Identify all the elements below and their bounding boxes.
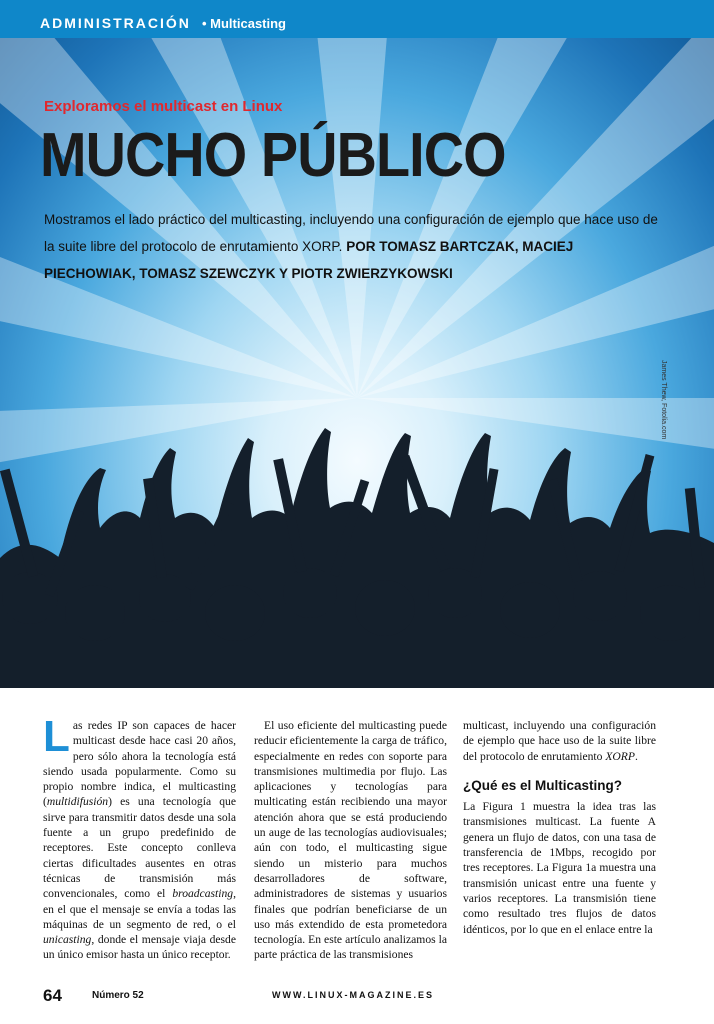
article-kicker: Exploramos el multicast en Linux bbox=[44, 98, 283, 115]
body-column-2 bbox=[254, 718, 447, 963]
text-run-italic: multidifusión bbox=[46, 795, 109, 809]
section-name: ADMINISTRACIÓN bbox=[40, 15, 191, 31]
issue-number: Número 52 bbox=[92, 990, 144, 1001]
body-column-1 bbox=[43, 712, 236, 963]
body-paragraph bbox=[43, 712, 236, 963]
text-run: , en el que el mensaje se envía a todas las máquinas de un segmento de red, o el bbox=[43, 887, 236, 931]
text-run: multicast, incluyendo una configuración de ejemplo que hace uso de la suite libre del protocolo de enrutamiento bbox=[463, 719, 656, 763]
drop-cap: L bbox=[43, 712, 70, 761]
body-paragraph: La Figura 1 muestra la idea tras las transmisiones multicast. La fuente A genera un flujo de datos, con una tasa de transferencia de 1Mbps, recogido por tres receptores. La Figura 1a muestra una transmisión unicast entre una fuente y varios receptores. La transmisión tiene como resultado tres flujos de datos idénticos, por lo que en el enlace entre la bbox=[463, 800, 656, 936]
photo-credit: James Thew, Fotolia.com bbox=[660, 360, 667, 440]
page-number: 64 bbox=[43, 986, 62, 1005]
text-run-italic: broadcasting bbox=[172, 887, 234, 901]
text-run: as redes IP son capaces de hacer multicast desde hace casi 20 años, pero sólo ahora la tecnología está siendo usada popularmente. Como su propio nombre indica, el multicasting ( bbox=[43, 719, 236, 809]
article-authors: POR TOMASZ BARTCZAK, MACIEJ PIECHOWIAK, TOMASZ SZEWCZYK Y PIOTR ZWIERZYKOWSKI bbox=[44, 239, 574, 281]
body-paragraph bbox=[463, 718, 656, 764]
text-run-italic: XORP bbox=[605, 749, 635, 763]
text-run: ) es una tecnología que sirve para transmitir datos desde una sola fuente a un grupo predefinido de receptores. Este concepto conlleva ciertas dificultades ausentes en otras técnicas de transmisión más convencionales, como el bbox=[43, 795, 236, 901]
text-run: . bbox=[634, 749, 638, 763]
section-header-bar bbox=[0, 0, 714, 38]
article-lead bbox=[44, 206, 664, 287]
body-paragraph: El uso eficiente del multicasting puede reducir eficientemente la carga de tráfico, especialmente en redes con soporte para transmisiones multimedia por flujo. Las aplicaciones y tecnologías para multicating están recibiendo una mayor atención ahora que se está produciendo un auge de las tecnologías audiovisuales; aún con todo, el multicasting sigue siendo un misterio para muchos desarrolladores de software, administradores de sistemas y usuarios finales que podrían beneficiarse de un uso más extendido de esta prometedora tecnología. En este artículo analizamos la parte práctica de las transmisiones bbox=[254, 719, 447, 962]
magazine-url: WWW.LINUX-MAGAZINE.ES bbox=[272, 990, 434, 1000]
section-topic: • Multicasting bbox=[202, 16, 286, 31]
text-run: , donde el mensaje viaja desde un único emisor hasta un único receptor. bbox=[43, 933, 236, 962]
article-title: MUCHO PÚBLICO bbox=[40, 121, 506, 190]
text-run-italic: unicasting bbox=[43, 933, 92, 947]
lead-text: Mostramos el lado práctico del multicasting, incluyendo una configuración de ejemplo que hace uso de la suite libre del protocolo de enrutamiento XORP. bbox=[44, 212, 658, 254]
crowd-silhouette bbox=[0, 428, 714, 688]
body-column-3 bbox=[463, 718, 656, 937]
section-heading: ¿Qué es el Multicasting? bbox=[463, 777, 623, 793]
